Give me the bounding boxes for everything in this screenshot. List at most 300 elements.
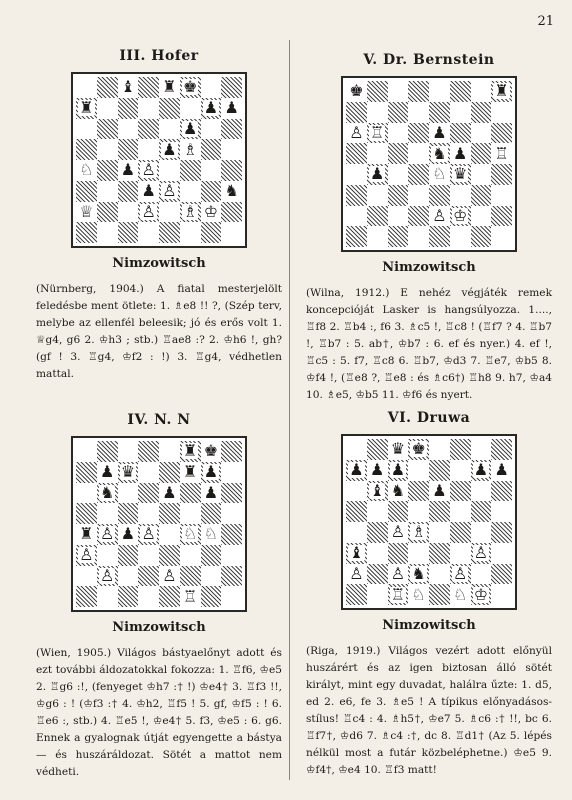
board-square: [367, 564, 388, 585]
board-square: [408, 102, 429, 123]
board-square: [471, 206, 492, 227]
board-square: [159, 222, 180, 243]
board-square: [367, 439, 388, 460]
board-square: [118, 441, 139, 462]
chess-piece: ♘: [79, 160, 94, 180]
board-square: [491, 206, 512, 227]
problem-text: (Nürnberg, 1904.) A fiatal mesterjelölt feledésbe ment ötlete: 1. ♗e8 !! ?, (Szép terv, melybe az ellenfél beleesik; jó és erős volt 1. ♕g4, g6 2. ♔h3 ; stb.) ♖ae8 :? 2. ♔h6 !, gh? (gf ! 3. ♖g4, ♔f2 : !) 3. ♖g4, védhetlen mattal.: [36, 283, 282, 380]
board-square: [159, 119, 180, 140]
chess-piece: ♜: [182, 462, 198, 482]
chess-piece: ♙: [99, 524, 115, 544]
chess-piece: ♟: [369, 460, 385, 480]
board-square: [408, 584, 429, 605]
board-square: [429, 481, 450, 502]
chess-piece: ♖: [390, 584, 406, 604]
board-square: [76, 202, 97, 223]
problem-text: (Wien, 1905.) Világos bástyaelőnyt adott és ezt további áldozatokkal fokozza: 1. ♖f6, ♔e5 2. ♖g6 :!, (fenyeget ♔h7 :† !) ♔e4† 3. ♖f3 !!, ♔g6 : ! (♔f3 :† 4. ♔h2, ♖f5 ! 5. gf, ♔f5 : ! 6. ♖e6 :, stb.) 4. ♖e5 !, ♔e4† 5. f3, ♔e5 : 6. g6. Ennek a gyalognak útját egyengette a bástya — és huszáráldozat. Sötét a mattot nem védheti.: [36, 647, 282, 778]
board-square: [76, 160, 97, 181]
chess-piece: ♟: [99, 462, 115, 482]
chess-piece: ♙: [473, 543, 489, 563]
board-square: [429, 164, 450, 185]
board-square: [201, 503, 222, 524]
board-square: [97, 586, 118, 607]
board-square: [408, 143, 429, 164]
chessboard: [346, 81, 512, 247]
board-square: [138, 441, 159, 462]
board-square: [450, 123, 471, 144]
chess-piece: ♜: [494, 81, 509, 101]
board-square: [159, 77, 180, 98]
board-square: [346, 584, 367, 605]
chess-piece: ♔: [203, 201, 219, 221]
board-square: [388, 460, 409, 481]
board-square: [491, 501, 512, 522]
chess-piece: ♘: [452, 584, 468, 604]
board-square: [408, 522, 429, 543]
chess-piece: ♞: [390, 480, 406, 500]
chessboard: [76, 77, 242, 243]
chess-piece: ♗: [182, 139, 198, 159]
board-square: [491, 543, 512, 564]
problem-text: (Wilna, 1912.) E nehéz végjáték remek koncepcióját Lasker is hangsúlyozza. 1...., ♖f8 2. ♖b4 :, f6 3. ♗c5 !, ♖c8 ! (♖f7 ? 4. ♖b7 !, ♖b7 : 5. ab†, ♔b7 : 6. ef és nyer.) 4. ef !, ♖c5 : 5. f7, ♖c8 6. ♖b7, ♔d3 7. ♖e7, ♔b5 8. ♔f4 !, (♖e8 ?, ♖e8 : és ♗c6†) ♖h8 9. h7, ♔a4 10. ♗e5, ♔b5 11. ♔f6 és nyert.: [306, 287, 552, 401]
board-square: [221, 524, 242, 545]
chessboard: [76, 441, 242, 607]
board-square: [491, 226, 512, 247]
board-square: [367, 81, 388, 102]
chess-piece: ♟: [203, 98, 219, 118]
board-square: [118, 545, 139, 566]
chess-piece: ♙: [349, 122, 364, 142]
board-square: [76, 181, 97, 202]
board-square: [346, 226, 367, 247]
board-square: [221, 181, 242, 202]
board-square: [429, 81, 450, 102]
board-square: [388, 102, 409, 123]
board-square: [180, 441, 201, 462]
chess-piece: ♚: [349, 81, 364, 101]
board-square: [97, 160, 118, 181]
chess-piece: ♗: [411, 522, 426, 542]
board-square: [450, 481, 471, 502]
board-square: [201, 139, 222, 160]
problem-block: [306, 410, 552, 779]
board-square: [138, 586, 159, 607]
chess-piece: ♟: [473, 460, 489, 480]
board-square: [450, 543, 471, 564]
board-square: [76, 566, 97, 587]
board-square: [346, 81, 367, 102]
board-square: [76, 586, 97, 607]
board-square: [471, 81, 492, 102]
board-square: [450, 226, 471, 247]
board-square: [367, 226, 388, 247]
chess-piece: ♙: [349, 563, 364, 583]
chess-piece: ♜: [79, 98, 94, 118]
problem-title: VI. Druwa: [387, 410, 471, 426]
chess-diagram: [341, 434, 517, 610]
board-square: [491, 164, 512, 185]
board-square: [471, 564, 492, 585]
chess-piece: ♚: [411, 439, 426, 459]
chess-piece: ♝: [369, 480, 385, 500]
board-square: [97, 181, 118, 202]
problem-block: [36, 412, 282, 781]
board-square: [388, 226, 409, 247]
problem-title: IV. N. N: [127, 412, 191, 428]
board-square: [138, 222, 159, 243]
chess-piece: ♚: [203, 441, 219, 461]
board-square: [118, 503, 139, 524]
board-square: [471, 226, 492, 247]
chess-piece: ♟: [349, 460, 364, 480]
board-square: [97, 462, 118, 483]
chess-piece: ♙: [79, 545, 94, 565]
board-square: [118, 586, 139, 607]
board-square: [450, 185, 471, 206]
chess-piece: ♙: [141, 201, 156, 221]
board-square: [138, 524, 159, 545]
chess-piece: ♟: [452, 143, 468, 163]
board-square: [97, 202, 118, 223]
board-square: [471, 102, 492, 123]
board-square: [388, 185, 409, 206]
board-square: [408, 564, 429, 585]
board-square: [221, 483, 242, 504]
chess-piece: ♙: [162, 565, 177, 585]
board-square: [138, 139, 159, 160]
board-square: [429, 206, 450, 227]
board-square: [76, 545, 97, 566]
board-square: [450, 102, 471, 123]
board-square: [221, 139, 242, 160]
board-square: [221, 586, 242, 607]
board-square: [201, 98, 222, 119]
chess-piece: ♔: [452, 205, 468, 225]
board-square: [429, 584, 450, 605]
board-square: [429, 226, 450, 247]
board-square: [76, 524, 97, 545]
board-square: [221, 202, 242, 223]
board-square: [159, 586, 180, 607]
chess-piece: ♙: [141, 524, 156, 544]
board-square: [429, 501, 450, 522]
board-square: [408, 226, 429, 247]
chess-piece: ♟: [120, 524, 136, 544]
solver-caption: Nimzowitsch: [112, 256, 206, 271]
board-square: [97, 483, 118, 504]
board-square: [471, 584, 492, 605]
board-square: [388, 522, 409, 543]
board-square: [159, 503, 180, 524]
chess-piece: ♚: [182, 77, 198, 97]
board-square: [346, 501, 367, 522]
chess-piece: ♛: [120, 462, 136, 482]
chess-piece: ♘: [411, 584, 426, 604]
board-square: [138, 181, 159, 202]
board-square: [201, 77, 222, 98]
board-square: [346, 543, 367, 564]
board-square: [201, 524, 222, 545]
board-square: [346, 460, 367, 481]
board-square: [201, 545, 222, 566]
board-square: [491, 143, 512, 164]
board-square: [221, 545, 242, 566]
board-square: [367, 460, 388, 481]
board-square: [97, 545, 118, 566]
board-square: [159, 524, 180, 545]
board-square: [346, 164, 367, 185]
board-square: [76, 503, 97, 524]
board-square: [450, 564, 471, 585]
board-square: [346, 123, 367, 144]
board-square: [118, 483, 139, 504]
board-square: [159, 181, 180, 202]
board-square: [97, 524, 118, 545]
board-square: [118, 98, 139, 119]
board-square: [221, 222, 242, 243]
chess-piece: ♖: [494, 143, 509, 163]
board-square: [180, 181, 201, 202]
board-square: [180, 462, 201, 483]
board-square: [138, 202, 159, 223]
chessboard: [346, 439, 512, 605]
chess-piece: ♞: [432, 143, 447, 163]
board-square: [221, 503, 242, 524]
board-square: [450, 522, 471, 543]
board-square: [491, 185, 512, 206]
board-square: [367, 481, 388, 502]
chess-piece: ♟: [432, 480, 447, 500]
board-square: [97, 77, 118, 98]
board-square: [429, 564, 450, 585]
board-square: [221, 160, 242, 181]
board-square: [367, 522, 388, 543]
board-square: [159, 160, 180, 181]
board-square: [180, 222, 201, 243]
board-square: [367, 123, 388, 144]
board-square: [221, 77, 242, 98]
chess-piece: ♟: [390, 460, 406, 480]
board-square: [97, 119, 118, 140]
board-square: [408, 501, 429, 522]
board-square: [491, 81, 512, 102]
board-square: [367, 584, 388, 605]
board-square: [388, 439, 409, 460]
board-square: [201, 181, 222, 202]
chess-piece: ♘: [182, 524, 198, 544]
board-square: [450, 206, 471, 227]
chess-piece: ♙: [390, 563, 406, 583]
board-square: [388, 123, 409, 144]
board-square: [76, 139, 97, 160]
solver-caption: Nimzowitsch: [382, 618, 476, 633]
board-square: [221, 98, 242, 119]
board-square: [471, 501, 492, 522]
board-square: [367, 102, 388, 123]
chess-piece: ♟: [494, 460, 509, 480]
board-square: [180, 98, 201, 119]
board-square: [388, 143, 409, 164]
board-square: [159, 545, 180, 566]
board-square: [118, 181, 139, 202]
solver-caption: Nimzowitsch: [382, 260, 476, 275]
board-square: [450, 501, 471, 522]
board-square: [367, 501, 388, 522]
board-square: [388, 164, 409, 185]
board-square: [159, 139, 180, 160]
board-square: [118, 77, 139, 98]
solver-caption: Nimzowitsch: [112, 620, 206, 635]
chess-piece: ♛: [452, 164, 468, 184]
board-square: [180, 545, 201, 566]
board-square: [388, 81, 409, 102]
chess-piece: ♞: [411, 563, 426, 583]
board-square: [429, 460, 450, 481]
board-square: [408, 460, 429, 481]
board-square: [159, 483, 180, 504]
board-square: [138, 77, 159, 98]
board-square: [471, 439, 492, 460]
board-square: [201, 441, 222, 462]
chess-piece: ♟: [203, 482, 219, 502]
board-square: [408, 481, 429, 502]
board-square: [471, 143, 492, 164]
board-square: [97, 503, 118, 524]
chess-piece: ♗: [182, 201, 198, 221]
board-square: [138, 545, 159, 566]
board-square: [491, 439, 512, 460]
board-square: [408, 164, 429, 185]
board-square: [138, 462, 159, 483]
board-square: [491, 584, 512, 605]
board-square: [388, 584, 409, 605]
board-square: [138, 503, 159, 524]
board-square: [221, 566, 242, 587]
board-square: [201, 462, 222, 483]
chess-piece: ♜: [79, 524, 94, 544]
board-square: [450, 143, 471, 164]
column-divider: [289, 40, 290, 780]
board-square: [76, 441, 97, 462]
board-square: [346, 206, 367, 227]
board-square: [180, 586, 201, 607]
board-square: [221, 119, 242, 140]
board-square: [388, 501, 409, 522]
chess-piece: ♘: [432, 164, 447, 184]
board-square: [346, 481, 367, 502]
board-square: [346, 143, 367, 164]
board-square: [97, 566, 118, 587]
board-square: [491, 123, 512, 144]
board-square: [118, 160, 139, 181]
board-square: [429, 185, 450, 206]
board-square: [180, 524, 201, 545]
board-square: [180, 202, 201, 223]
board-square: [138, 160, 159, 181]
chess-piece: ♟: [182, 118, 198, 138]
board-square: [408, 439, 429, 460]
board-square: [159, 462, 180, 483]
board-square: [471, 123, 492, 144]
board-square: [471, 522, 492, 543]
board-square: [118, 202, 139, 223]
problem-title: III. Hofer: [119, 48, 199, 64]
board-square: [97, 139, 118, 160]
board-square: [471, 543, 492, 564]
board-square: [346, 185, 367, 206]
board-square: [201, 160, 222, 181]
board-square: [180, 160, 201, 181]
board-square: [491, 102, 512, 123]
board-square: [97, 441, 118, 462]
chess-piece: ♟: [141, 181, 156, 201]
board-square: [491, 522, 512, 543]
board-square: [367, 543, 388, 564]
board-square: [491, 481, 512, 502]
board-square: [450, 439, 471, 460]
chess-piece: ♟: [224, 98, 239, 118]
board-square: [367, 164, 388, 185]
board-square: [471, 185, 492, 206]
chess-diagram: [71, 436, 247, 612]
chess-piece: ♞: [224, 181, 239, 201]
problem-block: [36, 48, 282, 383]
board-square: [450, 584, 471, 605]
chess-piece: ♟: [203, 462, 219, 482]
board-square: [367, 185, 388, 206]
problem-title: V. Dr. Bernstein: [363, 52, 495, 68]
board-square: [76, 98, 97, 119]
chess-piece: ♟: [162, 139, 177, 159]
board-square: [471, 460, 492, 481]
board-square: [408, 543, 429, 564]
board-square: [76, 222, 97, 243]
board-square: [408, 185, 429, 206]
board-square: [388, 543, 409, 564]
chess-piece: ♔: [473, 584, 489, 604]
board-square: [180, 77, 201, 98]
board-square: [346, 522, 367, 543]
board-square: [159, 566, 180, 587]
chess-piece: ♘: [203, 524, 219, 544]
board-square: [97, 98, 118, 119]
board-square: [346, 439, 367, 460]
board-square: [76, 119, 97, 140]
chess-piece: ♛: [390, 439, 406, 459]
board-square: [491, 460, 512, 481]
chess-diagram: [71, 72, 247, 248]
board-square: [118, 139, 139, 160]
board-square: [138, 483, 159, 504]
chess-piece: ♙: [452, 563, 468, 583]
board-square: [76, 483, 97, 504]
board-square: [491, 564, 512, 585]
board-square: [76, 77, 97, 98]
chess-piece: ♟: [432, 122, 447, 142]
board-square: [180, 503, 201, 524]
board-square: [180, 119, 201, 140]
board-square: [138, 566, 159, 587]
board-square: [408, 81, 429, 102]
board-square: [388, 206, 409, 227]
board-square: [429, 439, 450, 460]
chess-piece: ♙: [141, 160, 156, 180]
board-square: [471, 164, 492, 185]
chess-piece: ♜: [162, 77, 177, 97]
chess-piece: ♙: [162, 181, 177, 201]
board-square: [450, 81, 471, 102]
chess-piece: ♝: [120, 77, 136, 97]
